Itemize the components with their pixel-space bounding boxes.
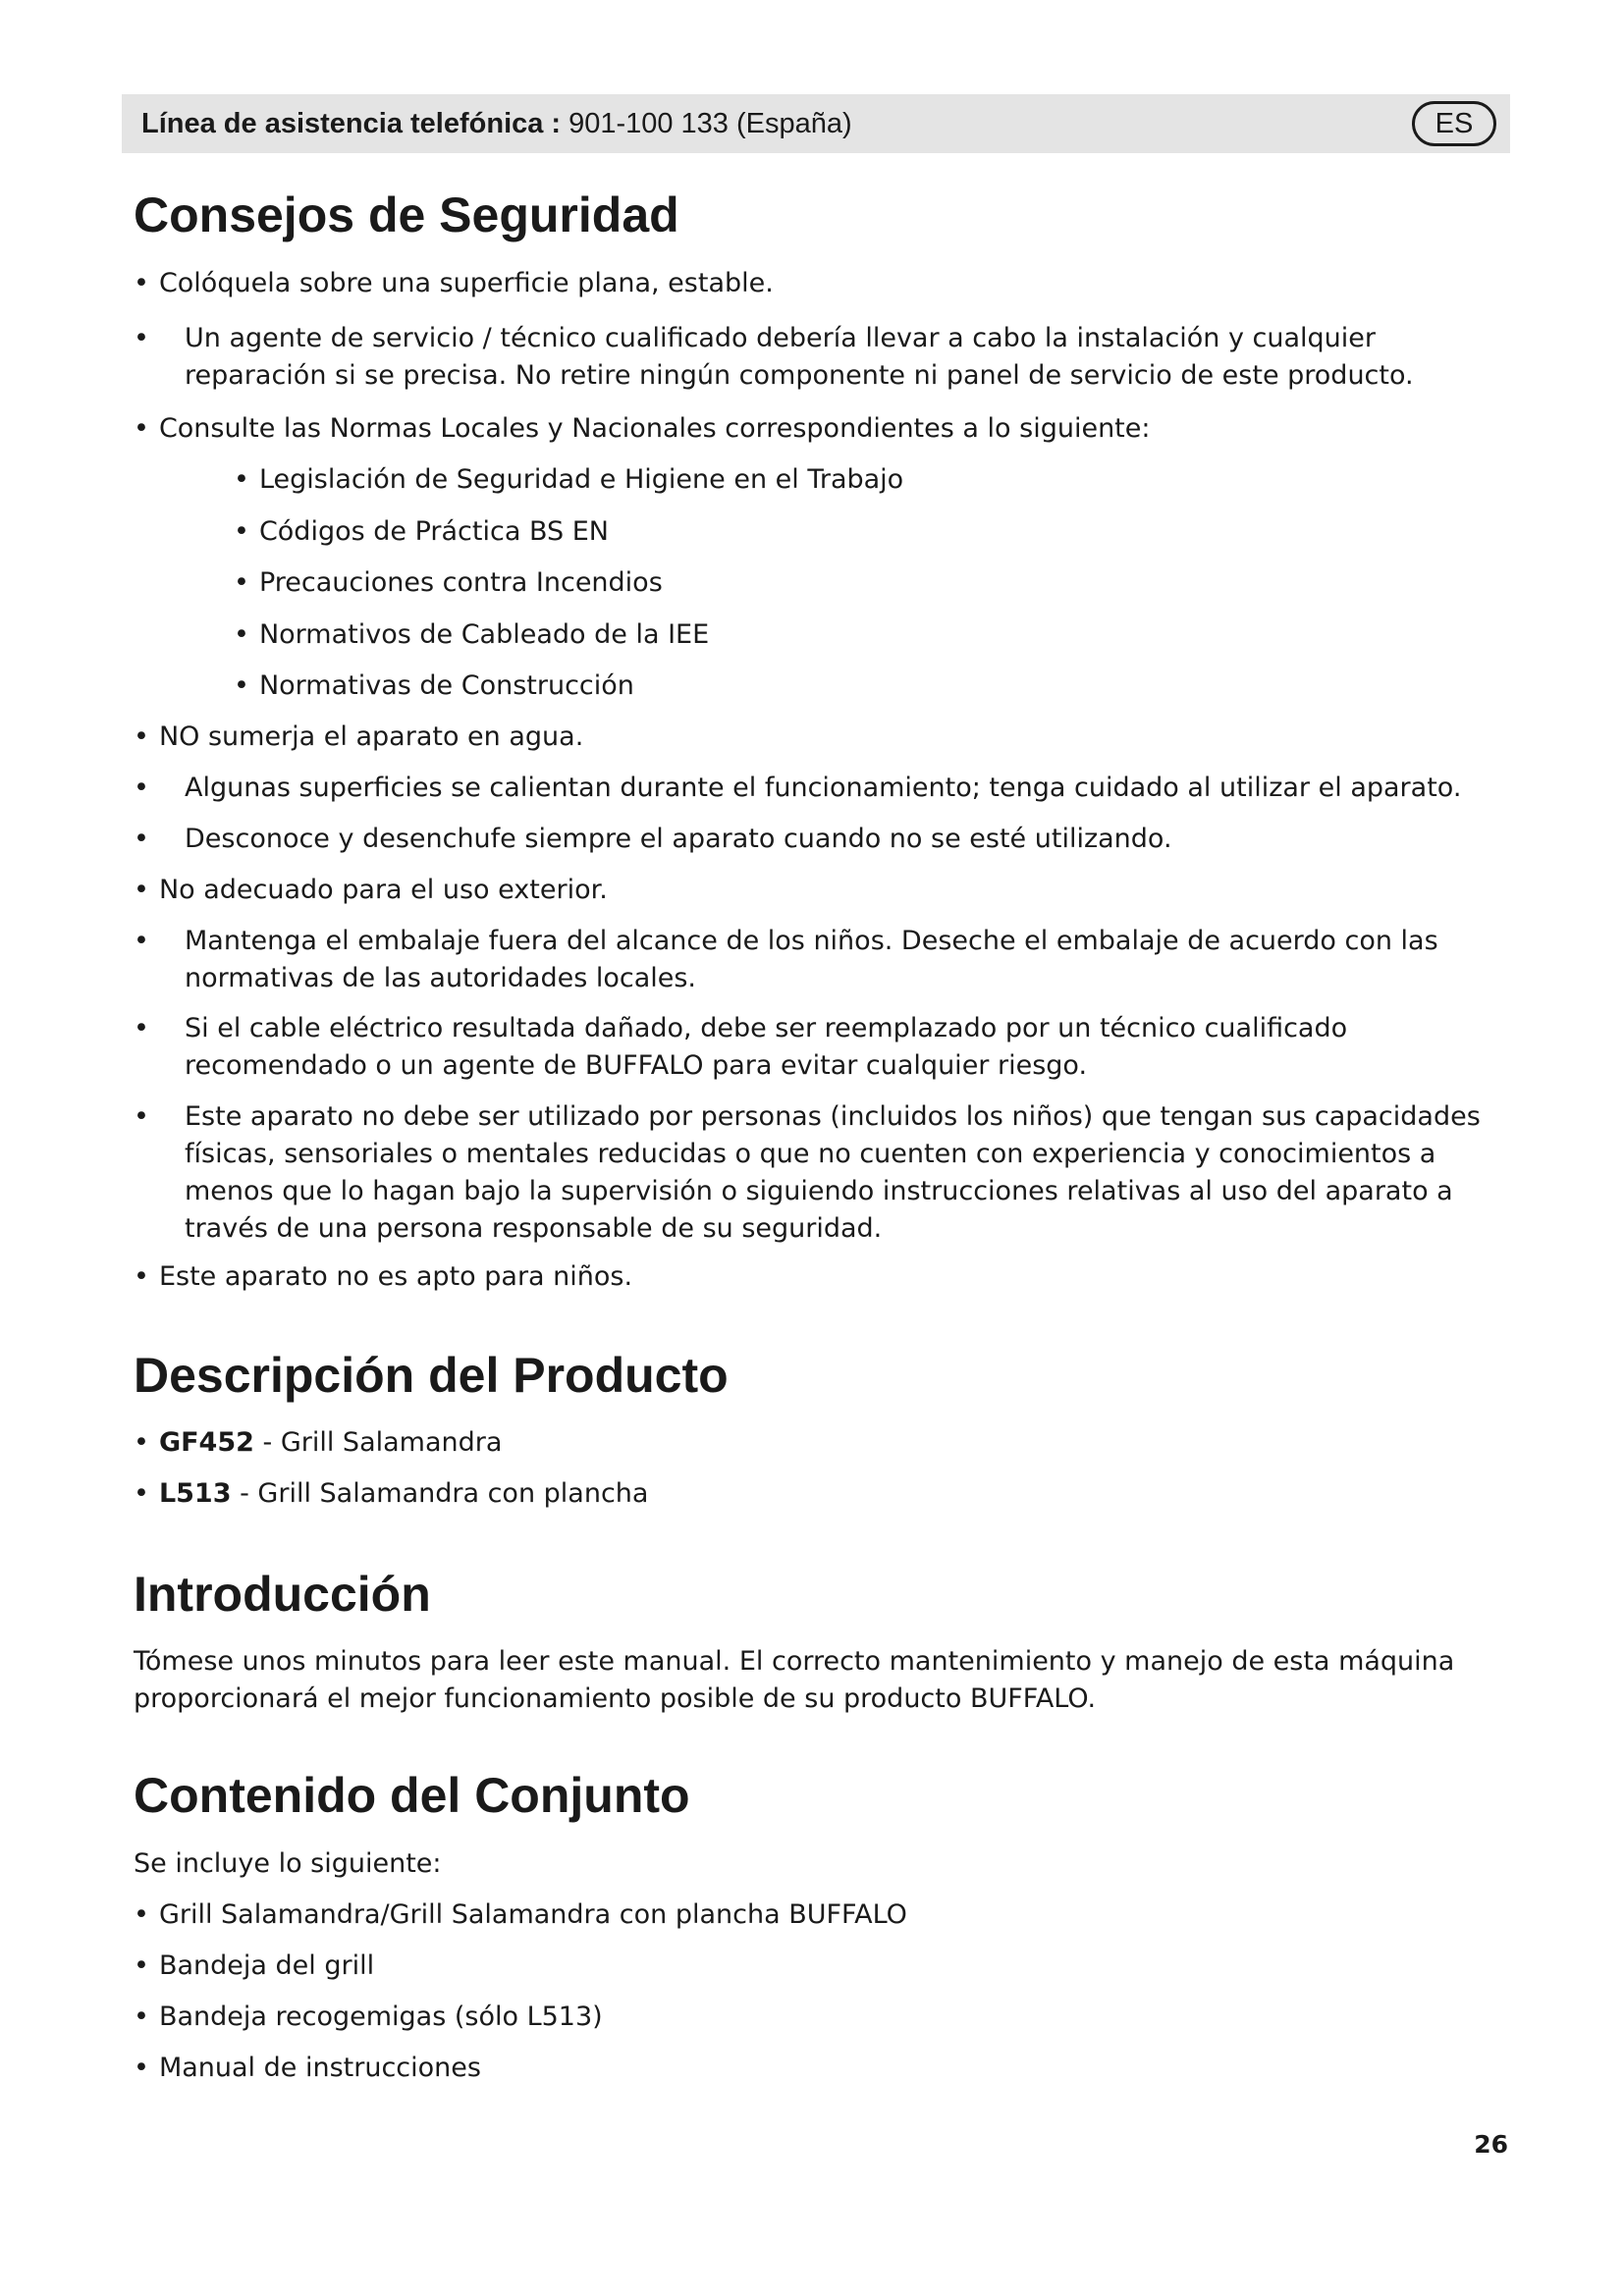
list-item: • Este aparato no es apto para niños. — [134, 1261, 633, 1292]
bullet-icon: • — [234, 619, 249, 650]
list-item: • Consulte las Normas Locales y Nacionales correspondientes a lo siguiente: — [134, 413, 1151, 444]
bullet-icon: • — [134, 1013, 149, 1043]
bullet-icon: • — [134, 773, 149, 803]
bullet-icon: • — [134, 1899, 149, 1930]
bullet-icon: • — [234, 670, 249, 701]
list-item: • Mantenga el embalaje fuera del alcance de los niños. Deseche el embalaje de acuerdo con las normativas de las autoridades locales. — [134, 923, 1508, 997]
bullet-icon: • — [134, 875, 149, 905]
safety-title: Consejos de Seguridad — [134, 187, 679, 242]
bullet-icon: • — [134, 1478, 149, 1509]
sub-list-item: • Precauciones contra Incendios — [234, 567, 663, 598]
sub-list-item: • Normativos de Cableado de la IEE — [234, 619, 710, 650]
list-item: • No adecuado para el uso exterior. — [134, 875, 608, 905]
bullet-icon: • — [134, 2053, 149, 2083]
product-title: Descripción del Producto — [134, 1348, 729, 1403]
contents-lead: Se incluye lo siguiente: — [134, 1848, 442, 1879]
bullet-icon: • — [234, 516, 249, 547]
bullet-icon: • — [134, 1427, 149, 1458]
model-code: L513 — [158, 1478, 232, 1509]
list-item: • NO sumerja el aparato en agua. — [134, 721, 584, 752]
bullet-icon: • — [134, 268, 149, 298]
bullet-icon: • — [134, 721, 149, 752]
sub-list-item: • Legislación de Seguridad e Higiene en el Trabajo — [234, 464, 904, 495]
bullet-icon: • — [134, 323, 149, 353]
bullet-icon: • — [234, 464, 249, 495]
sub-list-item: • Códigos de Práctica BS EN — [234, 516, 609, 547]
hotline-label: Línea de asistencia telefónica — [141, 108, 544, 139]
list-item: • Un agente de servicio / técnico cualificado debería llevar a cabo la instalación y cualquier reparación si se precisa. No retire ningún componente ni panel de servicio de este producto. — [134, 320, 1508, 395]
bullet-icon: • — [234, 567, 249, 598]
bullet-icon: • — [134, 1261, 149, 1292]
bullet-icon: • — [134, 824, 149, 854]
language-badge: ES — [1412, 101, 1496, 146]
list-item: • Bandeja recogemigas (sólo L513) — [134, 2002, 603, 2032]
bullet-icon: • — [134, 1101, 149, 1132]
bullet-icon: • — [134, 926, 149, 956]
list-item: • GF452 - Grill Salamandra — [134, 1427, 503, 1458]
hotline-number: 901-100 133 (España) — [568, 108, 852, 139]
intro-paragraph: Tómese unos minutos para leer este manual. El correcto mantenimiento y manejo de esta máquina proporcionará el mejor funcionamiento posible de su producto BUFFALO. — [134, 1646, 1455, 1714]
list-item: • Desconoce y desenchufe siempre el aparato cuando no se esté utilizando. — [134, 821, 1508, 858]
model-code: GF452 — [158, 1427, 254, 1458]
list-item: • Grill Salamandra/Grill Salamandra con plancha BUFFALO — [134, 1899, 907, 1930]
page-number: 26 — [1474, 2130, 1508, 2159]
sub-list-item: • Normativas de Construcción — [234, 670, 634, 701]
list-item: • Manual de instrucciones — [134, 2053, 481, 2083]
list-item: • Colóquela sobre una superficie plana, estable. — [134, 268, 774, 298]
hotline-text — [141, 94, 852, 153]
hotline-banner — [122, 94, 1510, 153]
list-item: • L513 - Grill Salamandra con plancha — [134, 1478, 649, 1509]
list-item: • Este aparato no debe ser utilizado por personas (incluidos los niños) que tengan sus capacidades físicas, sensoriales o mentales reducidas o que no cuenten con experiencia y conocimientos a menos que lo hagan bajo la supervisión o siguiendo instrucciones relativas al uso del aparato a través de una persona responsable de su seguridad. — [134, 1098, 1508, 1248]
list-item: • Bandeja del grill — [134, 1950, 375, 1981]
list-item: • Si el cable eléctrico resultada dañado, debe ser reemplazado por un técnico cualificado recomendado o un agente de BUFFALO para evitar cualquier riesgo. — [134, 1010, 1508, 1085]
bullet-icon: • — [134, 1950, 149, 1981]
list-item: • Algunas superficies se calientan durante el funcionamiento; tenga cuidado al utilizar el aparato. — [134, 770, 1508, 807]
bullet-icon: • — [134, 413, 149, 444]
bullet-icon: • — [134, 2002, 149, 2032]
hotline-separator: : — [551, 108, 562, 139]
contents-title: Contenido del Conjunto — [134, 1768, 690, 1823]
intro-title: Introducción — [134, 1567, 431, 1622]
